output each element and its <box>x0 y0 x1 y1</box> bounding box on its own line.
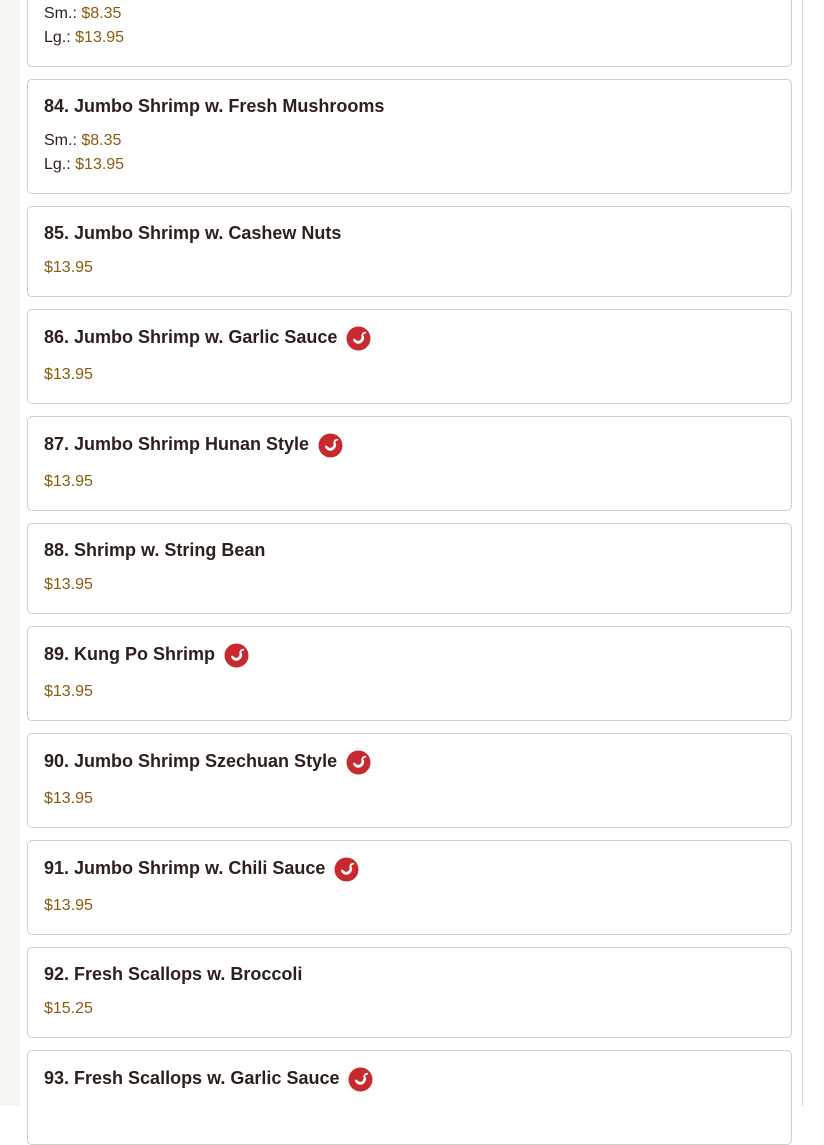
menu-item-card[interactable] <box>27 840 792 935</box>
menu-item-card[interactable] <box>27 0 792 67</box>
spicy-pepper-icon <box>348 1067 373 1092</box>
size-price: $8.35 <box>81 132 122 149</box>
size-price: $13.95 <box>75 29 125 46</box>
menu-item-title <box>44 1065 373 1090</box>
size-price-large <box>44 155 124 175</box>
menu-item-title <box>44 221 341 245</box>
menu-item-title <box>44 748 371 773</box>
content-right-divider <box>802 0 803 1106</box>
menu-item-name: 86. Jumbo Shrimp w. Garlic Sauce <box>44 326 338 347</box>
menu-item-name: 87. Jumbo Shrimp Hunan Style <box>44 433 310 454</box>
menu-item-name: 85. Jumbo Shrimp w. Cashew Nuts <box>44 223 342 243</box>
size-label: Lg.: <box>44 156 71 173</box>
menu-item-card[interactable] <box>27 626 792 721</box>
menu-item-name: 91. Jumbo Shrimp w. Chili Sauce <box>44 857 326 878</box>
spicy-pepper-icon <box>224 643 249 668</box>
size-price-small <box>44 131 121 151</box>
spicy-pepper-icon <box>346 326 371 351</box>
menu-item-card[interactable] <box>27 733 792 828</box>
size-price-small <box>44 4 121 24</box>
menu-item-price: $13.95 <box>44 897 93 914</box>
menu-item-price: $15.25 <box>44 1000 93 1017</box>
size-label: Sm.: <box>44 5 77 22</box>
menu-item-price: $13.95 <box>44 259 93 276</box>
size-price-large <box>44 28 124 48</box>
menu-item-price: $13.95 <box>44 473 93 490</box>
menu-item-card[interactable] <box>27 79 792 194</box>
menu-item-card[interactable] <box>27 416 792 511</box>
size-label: Sm.: <box>44 132 77 149</box>
menu-item-card[interactable] <box>27 206 792 297</box>
menu-item-name: 84. Jumbo Shrimp w. Fresh Mushrooms <box>44 96 385 116</box>
menu-item-name: 89. Kung Po Shrimp <box>44 643 216 664</box>
spicy-pepper-icon <box>334 857 359 882</box>
page-left-margin <box>0 0 20 1106</box>
menu-item-title <box>44 855 359 880</box>
menu-item-name: 88. Shrimp w. String Bean <box>44 540 266 560</box>
menu-item-name: 93. Fresh Scallops w. Garlic Sauce <box>44 1067 340 1088</box>
menu-item-title <box>44 962 302 986</box>
menu-item-title <box>44 641 249 666</box>
menu-item-card[interactable] <box>27 523 792 614</box>
menu-item-card[interactable] <box>27 1050 792 1145</box>
menu-item-title <box>44 94 384 118</box>
size-price: $13.95 <box>75 156 125 173</box>
menu-item-price: $13.95 <box>44 790 93 807</box>
menu-item-card[interactable] <box>27 947 792 1038</box>
spicy-pepper-icon <box>346 750 371 775</box>
menu-item-title <box>44 324 371 349</box>
menu-item-price: $13.95 <box>44 366 93 383</box>
size-label: Lg.: <box>44 29 71 46</box>
spicy-pepper-icon <box>318 433 343 458</box>
menu-item-price: $13.95 <box>44 576 93 593</box>
size-price: $8.35 <box>81 5 122 22</box>
menu-item-name: 92. Fresh Scallops w. Broccoli <box>44 964 303 984</box>
menu-item-name: 90. Jumbo Shrimp Szechuan Style <box>44 750 338 771</box>
menu-item-title <box>44 538 265 562</box>
menu-item-price: $13.95 <box>44 683 93 700</box>
menu-item-card[interactable] <box>27 309 792 404</box>
menu-item-title <box>44 431 343 456</box>
